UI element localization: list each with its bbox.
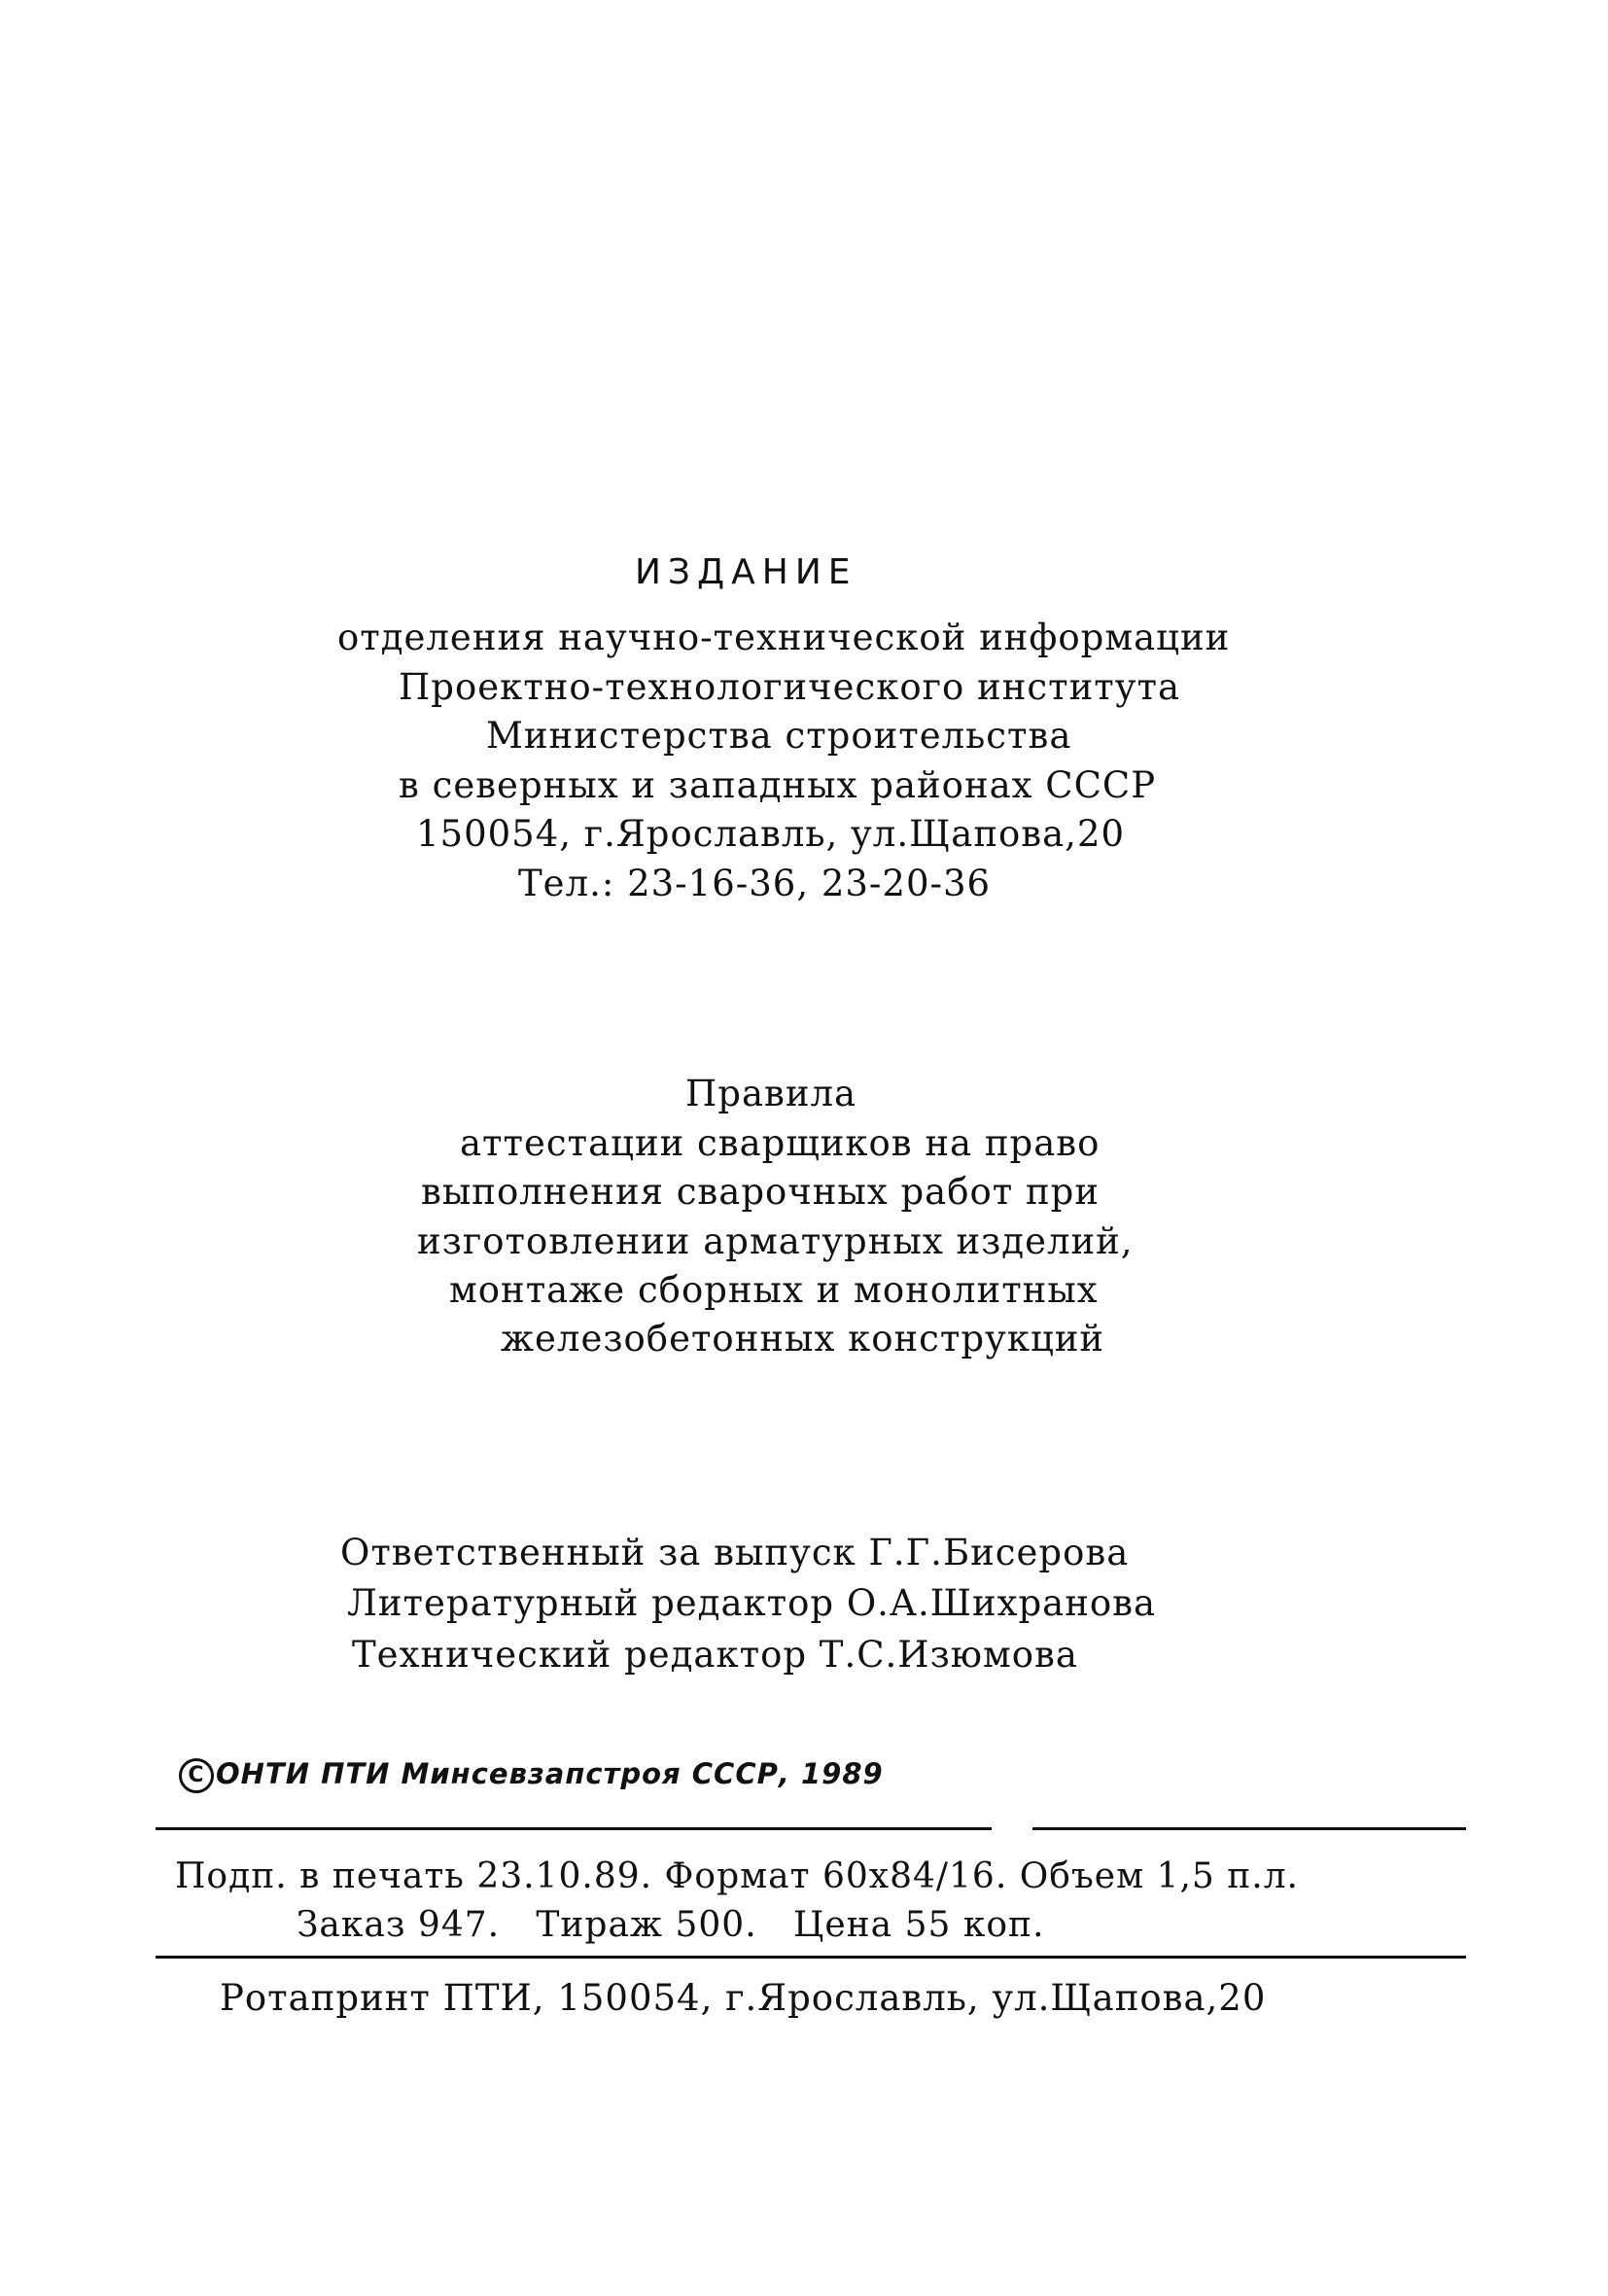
document-title-line: Правила xyxy=(685,1073,857,1114)
copyright-text: ОНТИ ПТИ Минсевзапстроя СССР, 1989 xyxy=(216,1757,884,1790)
publisher-phone: Тел.: 23-16-36, 23-20-36 xyxy=(518,863,992,904)
credit-technical-editor: Технический редактор Т.С.Изюмова xyxy=(352,1634,1078,1676)
document-title-line: изготовлении арматурных изделий, xyxy=(417,1220,1134,1262)
divider-top-right xyxy=(1032,1827,1466,1830)
credit-literary-editor: Литературный редактор О.А.Шихранова xyxy=(347,1582,1157,1624)
publisher-line: в северных и западных районах СССР xyxy=(399,764,1157,806)
copyright-symbol: C xyxy=(179,1758,214,1793)
imprint-line-1: Подп. в печать 23.10.89. Формат 60x84/16. Объем 1,5 п.л. xyxy=(175,1856,1300,1896)
document-title-line: выполнения сварочных работ при xyxy=(421,1171,1101,1213)
printer-line: Ротапринт ПТИ, 150054, г.Ярославль, ул.Щапова,20 xyxy=(220,1977,1267,2019)
document-title-line: аттестации сварщиков на право xyxy=(460,1122,1101,1164)
credit-responsible: Ответственный за выпуск Г.Г.Бисерова xyxy=(340,1532,1130,1573)
divider-top-left xyxy=(156,1827,992,1830)
document-title-line: монтаже сборных и монолитных xyxy=(449,1269,1099,1311)
publisher-heading: ИЗДАНИЕ xyxy=(635,552,857,592)
publisher-line: Проектно-технологического института xyxy=(399,666,1180,708)
publisher-line: отделения научно-технической информации xyxy=(337,617,1231,658)
document-title-line: железобетонных конструкций xyxy=(501,1318,1105,1360)
copyright-notice xyxy=(179,1758,884,1793)
divider-bottom xyxy=(156,1956,1466,1959)
publisher-line: Министерства строительства xyxy=(486,715,1072,757)
imprint-line-2: Заказ 947. Тираж 500. Цена 55 коп. xyxy=(297,1905,1045,1945)
publisher-address: 150054, г.Ярославль, ул.Щапова,20 xyxy=(416,813,1126,855)
